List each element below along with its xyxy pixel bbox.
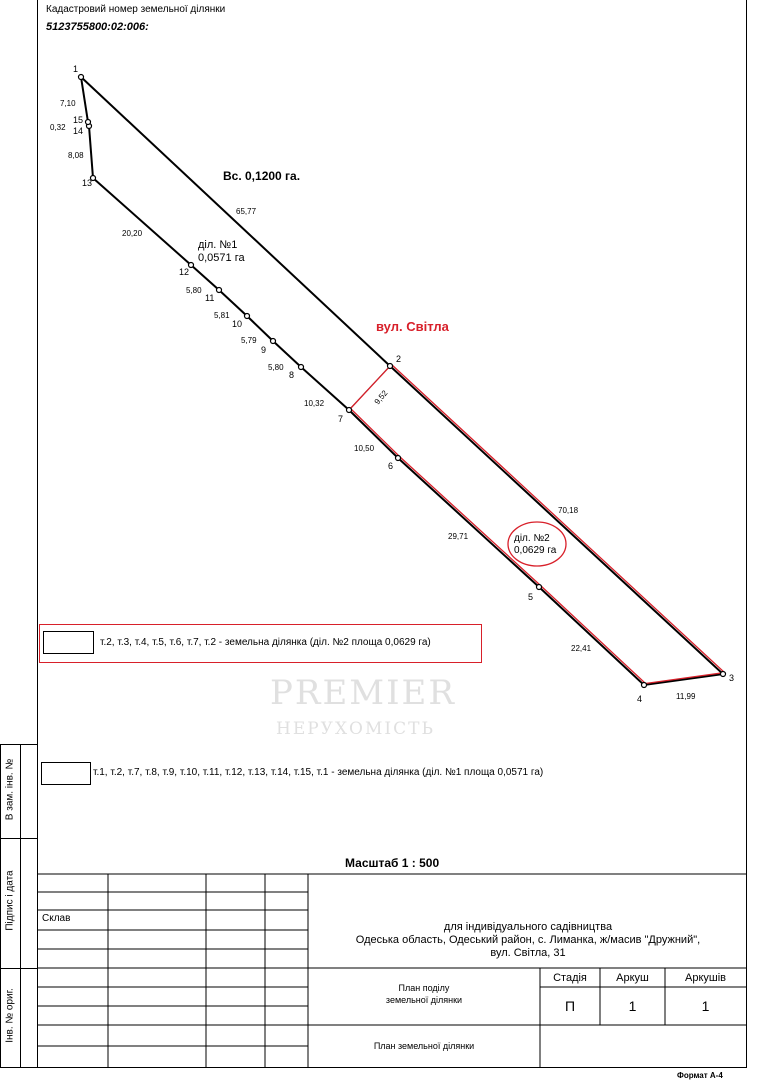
watermark-logo: PREMIER <box>270 673 456 713</box>
point-label-4: 4 <box>637 694 643 704</box>
dim-15-14: 0,32 <box>50 123 66 132</box>
dim-13-12: 20,20 <box>122 229 143 238</box>
plot1-label: діл. №1 <box>198 239 238 251</box>
point-label-14: 14 <box>73 126 84 136</box>
composed-label: Склав <box>42 913 71 924</box>
point-label-5: 5 <box>528 592 534 602</box>
plot2-label: діл. №2 <box>514 533 550 544</box>
dim-2-3: 70,18 <box>558 506 579 515</box>
sheets-header: Аркушів <box>684 972 726 984</box>
sheet-value: 1 <box>628 998 637 1014</box>
purpose-line2: Одеська область, Одеський район, с. Лиманка, ж/масив "Дружний", <box>355 934 701 946</box>
plan-name: План земельної ділянки <box>373 1041 475 1051</box>
side-label-inv-orig: Інв. № ориг. <box>4 988 16 1043</box>
point-label-11: 11 <box>205 293 215 303</box>
point-label-3: 3 <box>729 673 735 683</box>
dim-8-7: 10,32 <box>304 399 325 408</box>
cadastral-number: 5123755800:02:006: <box>46 21 149 33</box>
dim-6-5: 29,71 <box>448 532 469 541</box>
side-label-signature: Підпис і дата <box>4 870 16 931</box>
purpose-line3: вул. Світла, 31 <box>490 947 566 959</box>
cadastral-label: Кадастровий номер земельної ділянки <box>46 4 226 15</box>
point-label-12: 12 <box>179 267 190 277</box>
point-label-6: 6 <box>388 461 394 471</box>
dim-3-4: 11,99 <box>676 692 696 701</box>
point-label-7: 7 <box>338 414 344 424</box>
scale-label: Масштаб 1 : 500 <box>345 856 440 870</box>
sheet-header: Аркуш <box>616 972 649 984</box>
dim-11-10: 5,81 <box>214 311 230 320</box>
point-label-8: 8 <box>289 370 295 380</box>
point-label-15: 15 <box>73 115 84 125</box>
doc-title-line2: земельної ділянки <box>385 995 463 1005</box>
point-label-2: 2 <box>396 354 402 364</box>
dim-14-13: 8,08 <box>68 151 84 160</box>
point-label-13: 13 <box>82 178 93 188</box>
sheets-value: 1 <box>701 998 710 1014</box>
point-label-10: 10 <box>232 319 243 329</box>
dim-9-8: 5,80 <box>268 363 284 372</box>
total-area-label: Вс. 0,1200 га. <box>223 169 301 183</box>
legend-plot2-text: т.2, т.3, т.4, т.5, т.6, т.7, т.2 - земельна ділянка (діл. №2 площа 0,0629 га) <box>100 637 431 648</box>
dim-7-6: 10,50 <box>354 444 375 453</box>
stage-value: П <box>564 998 576 1014</box>
format-label: Формат А-4 <box>677 1071 723 1080</box>
dim-12-11: 5,80 <box>186 286 202 295</box>
stage-header: Стадія <box>553 972 587 984</box>
point-label-9: 9 <box>261 345 267 355</box>
watermark-subtext: НЕРУХОМІСТЬ <box>276 719 435 739</box>
doc-title-line1: План поділу <box>398 983 450 993</box>
purpose-line1: для індивідуального садівництва <box>443 921 613 933</box>
dim-10-9: 5,79 <box>241 336 257 345</box>
point-label-1: 1 <box>73 64 79 74</box>
legend-plot1-text: т.1, т.2, т.7, т.8, т.9, т.10, т.11, т.12, т.13, т.14, т.15, т.1 - земельна ділянка (діл. №1 площа 0,0571 га) <box>93 767 544 778</box>
street-label: вул. Світла <box>376 319 449 334</box>
plot2-area: 0,0629 га <box>514 545 557 556</box>
dim-5-4: 22,41 <box>571 644 592 653</box>
dim-2-7: 9,52 <box>372 388 390 407</box>
dim-1-2: 65,77 <box>236 207 257 216</box>
plot1-area: 0,0571 га <box>198 252 245 264</box>
dim-1-15: 7,10 <box>60 99 76 108</box>
side-label-inv-zam: В зам. інв. № <box>4 758 16 821</box>
